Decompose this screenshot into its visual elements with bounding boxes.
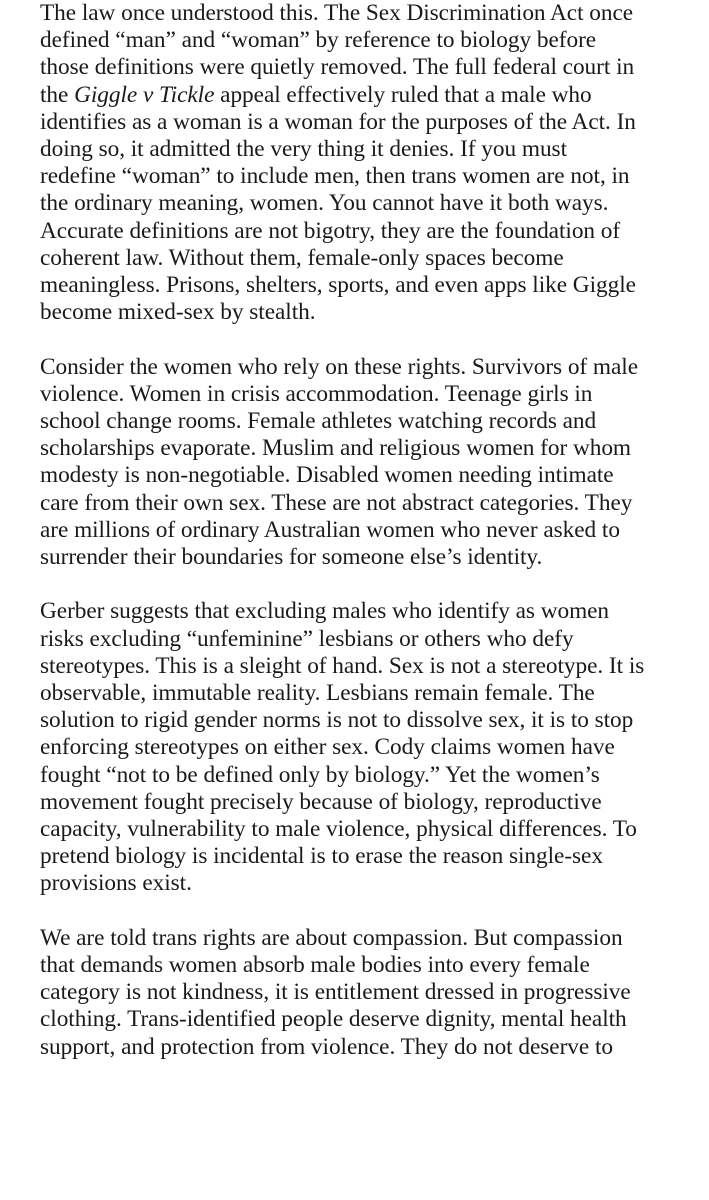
text-run: the	[40, 81, 75, 108]
text-run: the ordinary meaning, women. You cannot have it both ways.	[40, 190, 609, 217]
text-line	[40, 27, 680, 54]
text-run: Gerber suggests that excluding males who identify as women	[40, 598, 610, 625]
text-line	[40, 0, 680, 27]
text-run: become mixed-sex by stealth.	[40, 299, 316, 326]
text-line	[40, 462, 680, 489]
text-line	[40, 82, 680, 109]
text-run: provisions exist.	[40, 870, 192, 897]
text-line	[40, 136, 680, 163]
paragraph-1	[40, 0, 680, 326]
text-run: stereotypes. This is a sleight of hand. Sex is not a stereotype. It is	[40, 652, 645, 679]
text-line	[40, 109, 680, 136]
text-run: support, and protection from violence. They do not deserve to	[40, 1033, 613, 1060]
text-line	[40, 979, 680, 1006]
text-line	[40, 762, 680, 789]
text-line	[40, 190, 680, 217]
paragraph-2	[40, 354, 680, 572]
text-line	[40, 843, 680, 870]
text-run: Accurate definitions are not bigotry, they are the foundation of	[40, 217, 621, 244]
text-line	[40, 870, 680, 897]
paragraph-4	[40, 925, 680, 1061]
text-line	[40, 680, 680, 707]
text-line	[40, 354, 680, 381]
text-run: doing so, it admitted the very thing it denies. If you must	[40, 136, 567, 163]
text-line	[40, 598, 680, 625]
text-run: identifies as a woman is a woman for the purposes of the Act. In	[40, 108, 636, 135]
text-run: capacity, vulnerability to male violence, physical differences. To	[40, 816, 637, 843]
text-run: scholarships evaporate. Muslim and religious women for whom	[40, 435, 632, 462]
text-run: modesty is non-negotiable. Disabled women needing intimate	[40, 462, 614, 489]
text-line	[40, 816, 680, 843]
text-line	[40, 381, 680, 408]
text-line	[40, 707, 680, 734]
text-run: movement fought precisely because of biology, reproductive	[40, 788, 602, 815]
text-line	[40, 1006, 680, 1033]
text-line	[40, 408, 680, 435]
text-line	[40, 734, 680, 761]
text-run: solution to rigid gender norms is not to dissolve sex, it is to stop	[40, 707, 634, 734]
article-body	[40, 0, 680, 1061]
text-run: coherent law. Without them, female-only spaces become	[40, 244, 564, 271]
text-run: enforcing stereotypes on either sex. Cody claims women have	[40, 734, 615, 761]
text-run: redefine “woman” to include men, then trans women are not, in	[40, 163, 630, 190]
paragraph-3	[40, 598, 680, 897]
text-run: The law once understood this. The Sex Discrimination Act once	[40, 0, 634, 26]
text-line	[40, 299, 680, 326]
text-run: violence. Women in crisis accommodation. Teenage girls in	[40, 380, 593, 407]
text-line	[40, 925, 680, 952]
text-line	[40, 517, 680, 544]
text-line	[40, 1034, 680, 1061]
text-run: that demands women absorb male bodies into every female	[40, 952, 590, 979]
text-run: defined “man” and “woman” by reference to biology before	[40, 27, 597, 54]
text-line	[40, 789, 680, 816]
text-run: surrender their boundaries for someone else’s identity.	[40, 544, 543, 571]
text-run: fought “not to be defined only by biology.” Yet the women’s	[40, 761, 600, 788]
text-run: appeal effectively ruled that a male who	[214, 81, 592, 108]
text-run: risks excluding “unfeminine” lesbians or others who defy	[40, 625, 574, 652]
text-line	[40, 952, 680, 979]
text-run: We are told trans rights are about compassion. But compassion	[40, 924, 623, 951]
text-line	[40, 544, 680, 571]
text-run: clothing. Trans-identified people deserve dignity, mental health	[40, 1006, 627, 1033]
text-line	[40, 653, 680, 680]
text-run: are millions of ordinary Australian women who never asked to	[40, 516, 620, 543]
text-line	[40, 245, 680, 272]
text-line	[40, 54, 680, 81]
text-line	[40, 272, 680, 299]
text-line	[40, 435, 680, 462]
text-run: observable, immutable reality. Lesbians remain female. The	[40, 680, 595, 707]
text-run: category is not kindness, it is entitlement dressed in progressive	[40, 979, 631, 1006]
text-run: Consider the women who rely on these rights. Survivors of male	[40, 353, 638, 380]
text-run: pretend biology is incidental is to erase the reason single-sex	[40, 843, 603, 870]
text-run: those definitions were quietly removed. The full federal court in	[40, 54, 635, 81]
text-line	[40, 490, 680, 517]
text-line	[40, 626, 680, 653]
text-line	[40, 218, 680, 245]
text-run: care from their own sex. These are not abstract categories. They	[40, 489, 633, 516]
text-run: meaningless. Prisons, shelters, sports, and even apps like Giggle	[40, 272, 636, 299]
text-line	[40, 163, 680, 190]
text-run: school change rooms. Female athletes watching records and	[40, 408, 597, 435]
case-name: Giggle v Tickle	[74, 81, 215, 108]
